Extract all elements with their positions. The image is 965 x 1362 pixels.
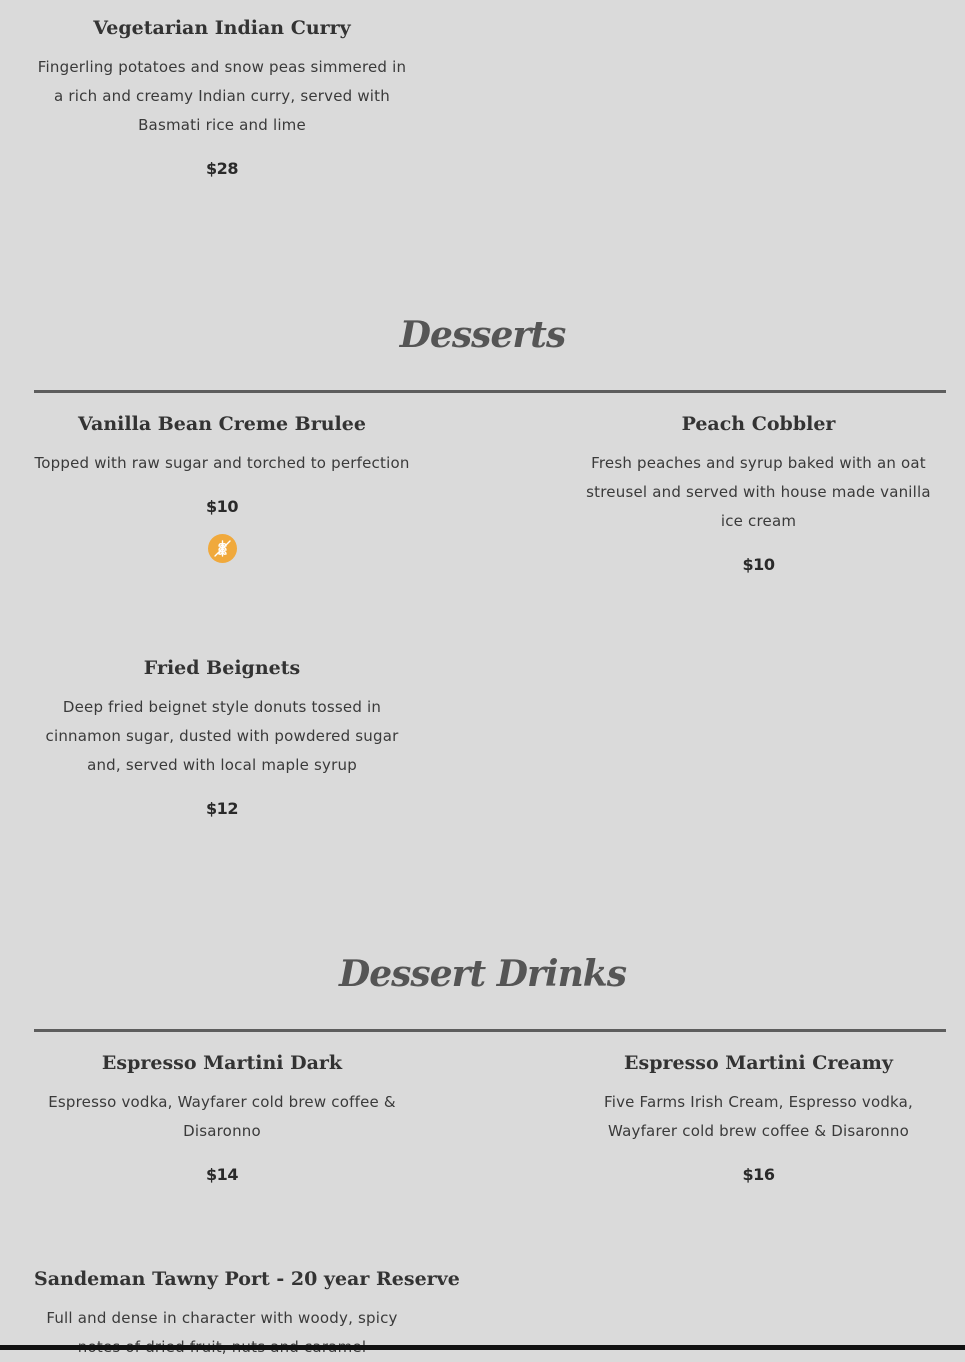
menu-item-price: $28 <box>206 159 238 178</box>
menu-item-description: Fingerling potatoes and snow peas simmered in a rich and creamy Indian curry, served with Basmati rice and lime <box>37 58 407 134</box>
menu-item-price: $10 <box>742 555 775 574</box>
menu-item-title: Espresso Martini Dark <box>101 1052 343 1074</box>
section-title-dessert-drinks: Dessert Drinks <box>339 953 626 995</box>
section-title-desserts: Desserts <box>399 314 566 356</box>
menu-item-description: Topped with raw sugar and torched to perfection <box>34 454 410 472</box>
menu-item-price: $14 <box>206 1165 238 1184</box>
menu-item-title: Vanilla Bean Creme Brulee <box>78 413 366 435</box>
menu-item-description: Espresso vodka, Wayfarer cold brew coffee & Disaronno <box>48 1093 396 1140</box>
menu-item-espresso-martini-dark <box>34 1050 410 1184</box>
menu-item-espresso-martini-creamy <box>573 1050 944 1184</box>
menu-item-vegetarian-indian-curry <box>34 15 410 178</box>
menu-item-description: Full and dense in character with woody, spicy <box>46 1309 398 1327</box>
menu-item-title: Vegetarian Indian Curry <box>93 17 351 39</box>
menu-item-description: Five Farms Irish Cream, Espresso vodka, Wayfarer cold brew coffee & Disaronno <box>603 1093 914 1140</box>
menu-item-description: Deep fried beignet style donuts tossed in cinnamon sugar, dusted with powdered sugar and, served with local maple syrup <box>45 698 399 774</box>
menu-item-price: $12 <box>206 799 238 818</box>
menu-item-title: Fried Beignets <box>143 657 301 679</box>
menu-item-price: $16 <box>742 1165 775 1184</box>
menu-item-fried-beignets <box>34 655 410 818</box>
section-divider <box>34 1029 946 1032</box>
menu-item-title: Sandeman Tawny Port - 20 year Reserve <box>34 1268 460 1290</box>
menu-item-peach-cobbler <box>573 411 944 574</box>
section-divider <box>34 390 946 393</box>
menu-item-title: Peach Cobbler <box>681 413 836 435</box>
menu-item-creme-brulee <box>34 411 410 567</box>
menu-item-description: Fresh peaches and syrup baked with an oat streusel and served with house made vanilla ice cream <box>586 454 931 530</box>
menu-item-price: $10 <box>206 497 238 516</box>
menu-item-title: Espresso Martini Creamy <box>624 1052 893 1074</box>
bottom-edge-bar <box>0 1345 965 1350</box>
gluten-free-icon <box>208 534 237 563</box>
